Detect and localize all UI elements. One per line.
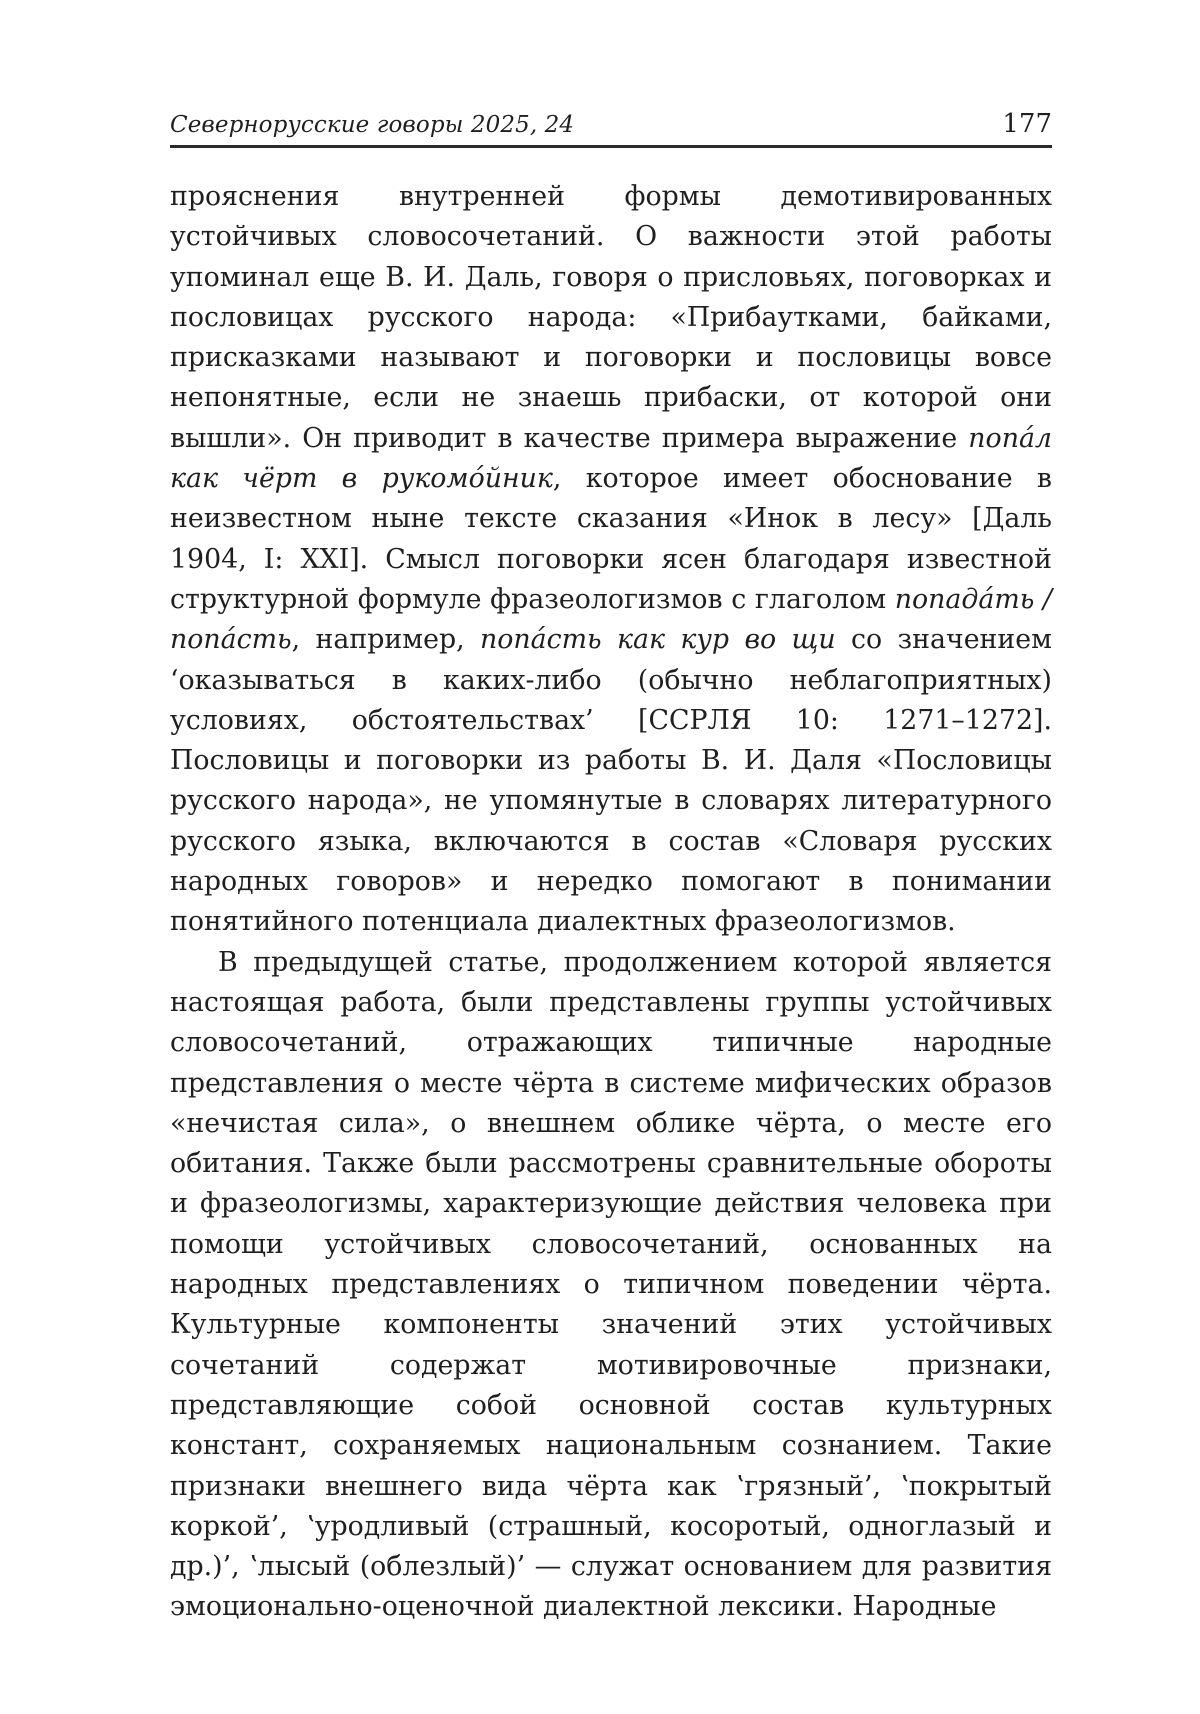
example-phrase-2: попа́сть как кур во щи <box>480 624 836 656</box>
example-verb-pair: попада́ть / попа́сть <box>170 583 1052 656</box>
running-title: Севернорусские говоры 2025, 24 <box>170 112 575 138</box>
paragraph-1 <box>170 177 1052 943</box>
paragraph-2: В предыдущей статье, продолжением которой является настоящая работа, были представлены группы устойчивых словосочетаний, отражающих типичные народные представления о месте чёрта в системе мифических образов «нечистая сила», о внешнем облике чёрта, о месте его обитания. Также были рассмотрены сравнительные обороты и фразеологизмы, характеризующие действия человека при помощи устойчивых словосочетаний, основанных на народных представлениях о типичном поведении чёрта. Культурные компоненты значений этих устойчивых сочетаний содержат мотивировочные признаки, представляющие собой основной состав культурных констант, сохраняемых национальным сознанием. Такие признаки внешнего вида чёрта как ʽгрязный’, ʽпокрытый коркой’, ʽуродливый (страшный, косоротый, одноглазый и др.)’, ʽлысый (облезлый)’ — служат основанием для развития эмоционально-оценочной диалектной лексики. Народные <box>170 946 1052 1623</box>
paragraph-1-text-4: со значением ‘оказываться в каких-либо (обычно неблагоприятных) условиях, обстоятельствах’ [ССРЛЯ 10: 1271–1272]. Пословицы и поговорки из работы В. И. Даля «Пословицы русского народа», не упомянутые в словарях литературного русского языка, включаются в состав «Словаря русских народных говоров» и нередко помогают в понимании понятийного потенциала диалектных фразеологизмов. <box>170 624 1052 938</box>
running-header <box>170 100 1052 148</box>
page-number: 177 <box>1002 109 1052 139</box>
example-phrase-1: попа́л как чёрт в рукомо́йник <box>170 422 1052 495</box>
paragraph-1-text-3: , например, <box>291 624 480 656</box>
paragraph-1-text-2: , которое имеет обоснование в неизвестном ныне тексте сказания «Инок в лесу» [Даль 1904, I: XXI]. Смысл поговорки ясен благодаря известной структурной формуле фразеологизмов с глаголом <box>170 463 1052 615</box>
body-text <box>170 177 1052 1628</box>
paragraph-1-text-1: прояснения внутренней формы демотивированных устойчивых словосочетаний. О важности этой работы упоминал еще В. И. Даль, говоря о присловьях, поговорках и пословицах русского народа: «Прибаутками, байками, присказками называют и поговорки и пословицы вовсе непонятные, если не знаешь прибаски, от которой они вышли». Он приводит в качестве примера выражение <box>170 181 1052 454</box>
